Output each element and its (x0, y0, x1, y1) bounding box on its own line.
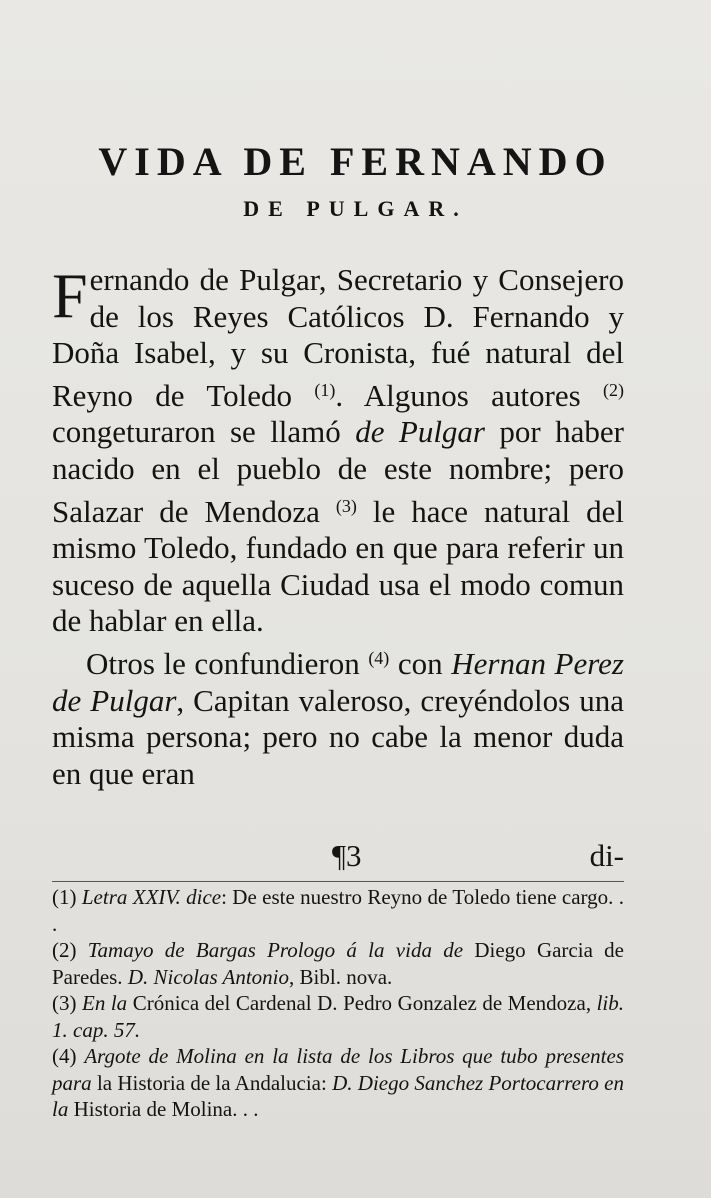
paragraph-text: . Algunos autores (335, 377, 603, 413)
page-subtitle: DE PULGAR. (243, 196, 468, 221)
footnote-ref: (2) (603, 379, 624, 400)
paragraph-text: por haber nacido en el pueblo de este nombre; pero Salazar de Mendoza (52, 414, 624, 529)
paragraph-text: con (389, 645, 452, 681)
footnote-3 (52, 990, 624, 1043)
paragraph-1 (52, 262, 624, 640)
footnote-text: la Historia de la Andalucia: (91, 1070, 333, 1095)
signature-mark: ¶3 (332, 838, 362, 873)
signature-line (52, 838, 624, 878)
footnotes (52, 884, 624, 1123)
paragraph-text: congeturaron se llamó (52, 414, 356, 450)
paragraph-text: , Capitan valeroso, creyéndolos una misma persona; pero no cabe la menor duda en que eran (52, 682, 624, 791)
footnote-text: Crónica del Cardenal D. Pedro Gonzalez de Mendoza, (127, 991, 597, 1015)
italic-text: lib. 1. cap. 57. (52, 991, 624, 1042)
paragraph-2 (52, 640, 624, 792)
drop-cap: F (52, 260, 88, 331)
footnote-divider (52, 881, 624, 882)
catchword: di- (589, 838, 624, 873)
footnote-1 (52, 884, 624, 937)
footnote-number: (2) (52, 938, 77, 962)
italic-text: D. Nicolas Antonio (127, 964, 290, 989)
footnote-ref: (1) (314, 379, 336, 400)
footnote-text: Diego Garcia de Paredes. (52, 938, 624, 989)
body-text (52, 262, 624, 792)
italic-text: D. Diego Sanchez Portocarrero en la (52, 1070, 624, 1121)
paragraph-text: ernando de Pulgar, Secretario y Consejero de los Reyes Católicos D. Fernando y Doña Isabel, y su Cronista, fué natural del Reyno de Toledo (52, 262, 624, 413)
paragraph-text: le hace natural del mismo Toledo, fundado en que para referir un suceso de aquella Ciudad usa el modo comun de hablar en ella. (52, 493, 624, 639)
footnote-ref: (3) (335, 495, 357, 516)
footnote-number: (3) (52, 991, 77, 1015)
italic-text: Argote de Molina en la lista de los Libros que tubo presentes para (52, 1044, 624, 1095)
italic-text: Letra XXIV. dice (81, 885, 222, 909)
footnote-text: Historia de Molina. . . (68, 1097, 259, 1121)
italic-text: En la (82, 991, 128, 1015)
italic-text: Hernan Perez de Pulgar (52, 645, 624, 718)
footnote-4 (52, 1043, 624, 1123)
footnote-ref: (4) (368, 647, 390, 668)
footnote-text: , Bibl. nova. (289, 964, 393, 989)
footnote-number: (4) (52, 1044, 77, 1068)
italic-text: Tamayo de Bargas Prologo á la vida de (87, 938, 464, 962)
footnote-2 (52, 937, 624, 990)
paragraph-text: Otros le confundieron (86, 645, 369, 681)
footnote-text: : De este nuestro Reyno de Toledo tiene cargo. . . (52, 885, 624, 936)
footnote-number: (1) (52, 885, 77, 909)
italic-text: de Pulgar (355, 414, 485, 450)
page-title: VIDA DE FERNANDO (98, 139, 613, 184)
